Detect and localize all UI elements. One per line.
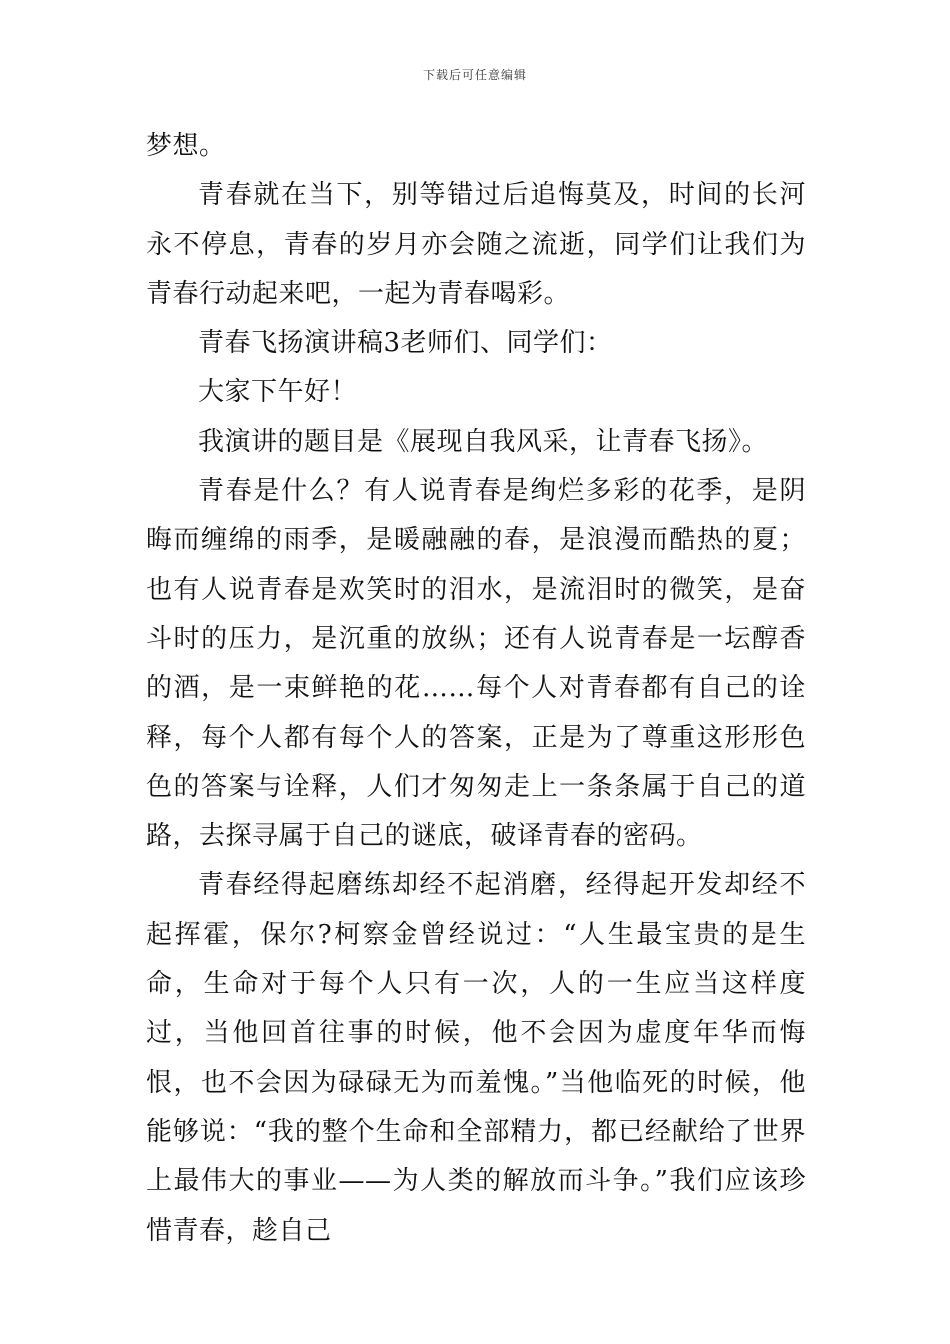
- paragraph-1: 梦想。: [146, 131, 226, 161]
- paragraph-3: 青春飞扬演讲稿3老师们、同学们：: [198, 328, 613, 359]
- paragraph-4: 大家下午好！: [198, 377, 358, 408]
- document-body: [146, 122, 806, 1256]
- paragraph-2: 青春就在当下，别等错过后追悔莫及，时间的长河永不停息，青春的岁月亦会随之流逝，同学们让我们为青春行动起来吧，一起为青春喝彩。: [146, 180, 806, 309]
- page-header: 下载后可任意编辑: [422, 68, 527, 82]
- paragraph-5: 我演讲的题目是《展现自我风采，让青春飞扬》。: [198, 426, 769, 457]
- paragraph-7: 青春经得起磨练却经不起消磨，经得起开发却经不起挥霍，保尔?柯察金曾经说过：“人生最宝贵的是生命，生命对于每个人只有一次，人的一生应当这样度过，当他回首往事的时候，他不会因为虚度年华而悔恨，也不会因为碌碌无为而羞愧。”当他临死的时候，他能够说：“我的整个生命和全部精力，都已经献给了世界上最伟大的事业——为人类的解放而斗争。”我们应该珍惜青春，趁自己: [146, 870, 806, 1246]
- paragraph-6: 青春是什么？有人说青春是绚烂多彩的花季，是阴晦而缠绵的雨季，是暖融融的春，是浪漫而酷热的夏；也有人说青春是欢笑时的泪水，是流泪时的微笑，是奋斗时的压力，是沉重的放纵；还有人说青春是一坛醇香的酒，是一束鲜艳的花……每个人对青春都有自己的诠释，每个人都有每个人的答案，正是为了尊重这形形色色的答案与诠释，人们才匆匆走上一条条属于自己的道路，去探寻属于自己的谜底，破译青春的密码。: [146, 476, 806, 852]
